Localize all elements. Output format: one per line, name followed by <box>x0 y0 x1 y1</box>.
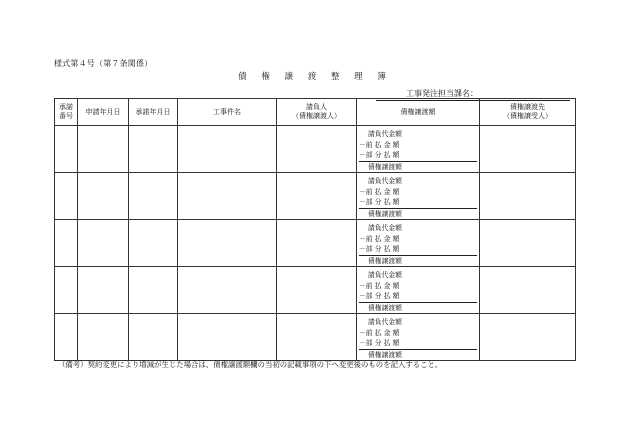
cell-approval-number[interactable] <box>55 314 78 361</box>
partial-payment-label: －部 分 払 額 <box>359 150 477 162</box>
contract-amount-label: 請負代金額 <box>368 177 402 185</box>
advance-payment-label: －前 払 金 額 <box>359 281 400 290</box>
contract-amount-label: 請負代金額 <box>368 130 402 138</box>
table-row <box>55 173 576 220</box>
amount-breakdown <box>359 129 477 172</box>
cell-approval-date[interactable] <box>129 173 178 220</box>
cell-application-date[interactable] <box>78 126 129 173</box>
advance-payment-label: －前 払 金 額 <box>359 140 400 149</box>
cell-transfer-amount <box>357 126 480 173</box>
cell-approval-date[interactable] <box>129 126 178 173</box>
transfer-amount-label: 債権譲渡額 <box>368 162 402 171</box>
contract-amount-label: 請負代金額 <box>368 271 402 279</box>
cell-approval-date[interactable] <box>129 267 178 314</box>
cell-transfer-amount <box>357 314 480 361</box>
cell-contractor[interactable] <box>277 126 357 173</box>
advance-payment-label: －前 払 金 額 <box>359 187 400 196</box>
transfer-amount-label: 債権譲渡額 <box>368 350 402 359</box>
partial-payment-label: －部 分 払 額 <box>359 291 477 303</box>
cell-transferee[interactable] <box>480 126 576 173</box>
cell-approval-date[interactable] <box>129 220 178 267</box>
amount-breakdown <box>359 317 477 360</box>
cell-transfer-amount <box>357 267 480 314</box>
form-number: 様式第４号（第７条関係） <box>54 59 153 68</box>
register-title: 債 権 譲 渡 整 理 簿 <box>238 72 392 82</box>
contract-amount-label: 請負代金額 <box>368 224 402 232</box>
amount-breakdown <box>359 270 477 313</box>
cell-transferee[interactable] <box>480 173 576 220</box>
cell-application-date[interactable] <box>78 173 129 220</box>
cell-approval-date[interactable] <box>129 314 178 361</box>
cell-approval-number[interactable] <box>55 126 78 173</box>
cell-transfer-amount <box>357 220 480 267</box>
cell-contractor[interactable] <box>277 173 357 220</box>
amount-breakdown <box>359 223 477 266</box>
transfer-register-table <box>54 98 576 361</box>
cell-project-name[interactable] <box>178 173 277 220</box>
cell-approval-number[interactable] <box>55 267 78 314</box>
amount-breakdown <box>359 176 477 219</box>
remarks-note: （備考）契約変更により増減が生じた場合は、債権譲渡額欄の当初の記載事項の下へ変更後のものを記入すること。 <box>58 360 443 369</box>
cell-contractor[interactable] <box>277 220 357 267</box>
cell-transferee[interactable] <box>480 220 576 267</box>
cell-transferee[interactable] <box>480 314 576 361</box>
table-row <box>55 314 576 361</box>
advance-payment-label: －前 払 金 額 <box>359 234 400 243</box>
col-approval-number: 承諾 番号 <box>55 99 78 126</box>
cell-transferee[interactable] <box>480 267 576 314</box>
partial-payment-label: －部 分 払 額 <box>359 244 477 256</box>
table-row <box>55 267 576 314</box>
cell-approval-number[interactable] <box>55 220 78 267</box>
transfer-amount-label: 債権譲渡額 <box>368 209 402 218</box>
col-project-name: 工事件名 <box>178 99 277 126</box>
transfer-amount-label: 債権譲渡額 <box>368 303 402 312</box>
header-row <box>55 99 576 126</box>
cell-application-date[interactable] <box>78 220 129 267</box>
cell-application-date[interactable] <box>78 267 129 314</box>
cell-project-name[interactable] <box>178 314 277 361</box>
cell-project-name[interactable] <box>178 126 277 173</box>
cell-transfer-amount <box>357 173 480 220</box>
partial-payment-label: －部 分 払 額 <box>359 197 477 209</box>
cell-contractor[interactable] <box>277 314 357 361</box>
col-application-date: 申請年月日 <box>78 99 129 126</box>
col-contractor: 請負人 （債権譲渡人） <box>277 99 357 126</box>
manager-label: 工事発注担当課名： <box>376 88 570 101</box>
table-row <box>55 126 576 173</box>
col-approval-date: 承諾年月日 <box>129 99 178 126</box>
cell-project-name[interactable] <box>178 220 277 267</box>
advance-payment-label: －前 払 金 額 <box>359 328 400 337</box>
cell-approval-number[interactable] <box>55 173 78 220</box>
cell-application-date[interactable] <box>78 314 129 361</box>
col-transferee: 債権譲渡先 （債権譲受人） <box>480 99 576 126</box>
cell-project-name[interactable] <box>178 267 277 314</box>
table-row <box>55 220 576 267</box>
contract-amount-label: 請負代金額 <box>368 318 402 326</box>
partial-payment-label: －部 分 払 額 <box>359 338 477 350</box>
col-transfer-amount: 債権譲渡額 <box>357 99 480 126</box>
cell-contractor[interactable] <box>277 267 357 314</box>
transfer-amount-label: 債権譲渡額 <box>368 256 402 265</box>
